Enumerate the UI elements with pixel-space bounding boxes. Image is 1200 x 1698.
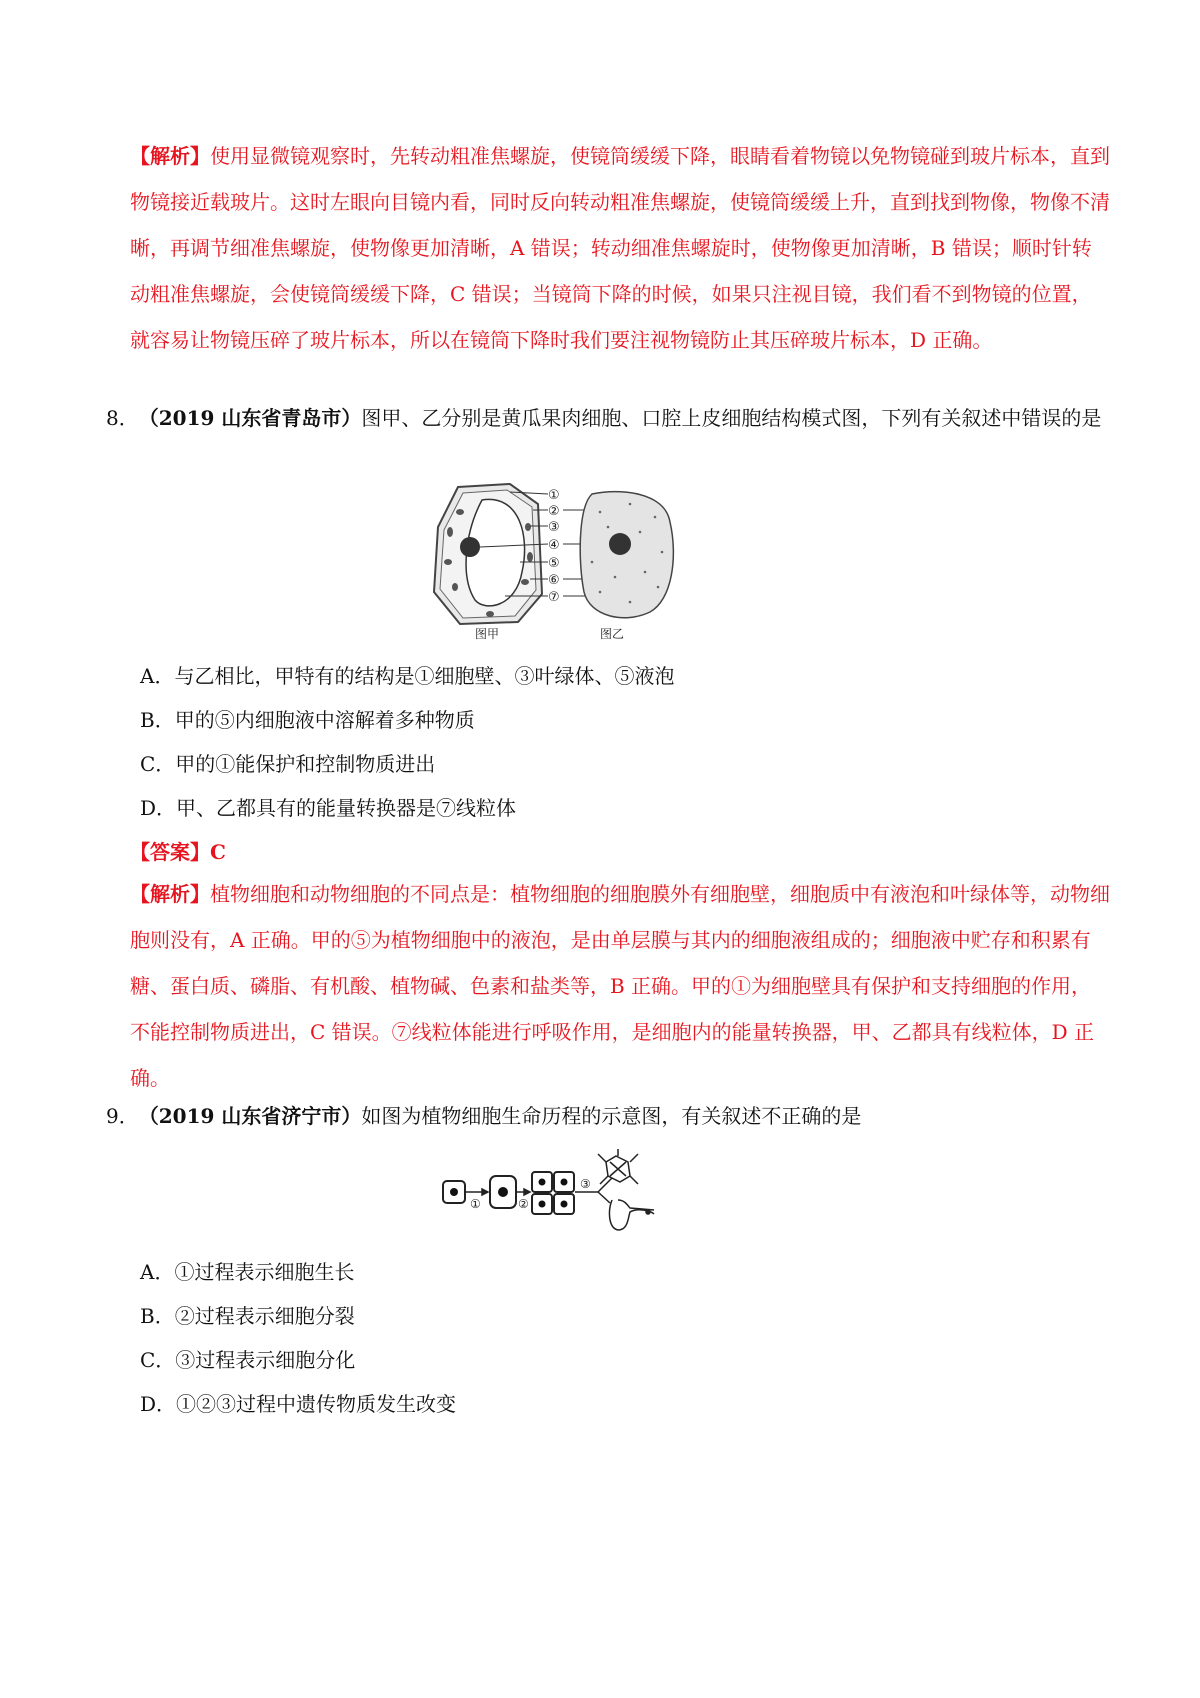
answer: 【答案】C: [130, 840, 226, 864]
label-4: ④: [548, 538, 560, 553]
label-5: ⑤: [548, 556, 560, 571]
option-d: D．甲、乙都具有的能量转换器是⑦线粒体: [140, 796, 517, 820]
q7-analysis: [130, 133, 1110, 363]
analysis-tag: 【解析】: [130, 144, 210, 168]
q9-option-a: A．①过程表示细胞生长: [140, 1260, 355, 1284]
question-number: 8．: [106, 406, 139, 430]
question-stem: 图甲、乙分别是黄瓜果肉细胞、口腔上皮细胞结构模式图，下列有关叙述中错误的是: [361, 406, 1102, 430]
label-1: ①: [548, 488, 560, 503]
question-number: 9．: [106, 1104, 139, 1128]
label-7: ⑦: [548, 590, 560, 605]
q9-option-b: B．②过程表示细胞分裂: [140, 1304, 355, 1328]
question-8: [106, 395, 1110, 441]
option-b: B．甲的⑤内细胞液中溶解着多种物质: [140, 708, 475, 732]
question-stem: 如图为植物细胞生命历程的示意图，有关叙述不正确的是: [361, 1104, 862, 1128]
caption-right: 图乙: [600, 627, 625, 641]
question-9: [106, 1093, 1110, 1139]
step-2: ②: [518, 1197, 529, 1211]
cell-lifecycle-figure: [440, 1148, 680, 1238]
q9-option-d: D．①②③过程中遗传物质发生改变: [140, 1392, 457, 1416]
q8-analysis: [130, 871, 1110, 1101]
q9-option-c: C．③过程表示细胞分化: [140, 1348, 356, 1372]
analysis-text: 植物细胞和动物细胞的不同点是：植物细胞的细胞膜外有细胞壁，细胞质中有液泡和叶绿体等，动物细胞则没有，A 正确。甲的⑤为植物细胞中的液泡，是由单层膜与其内的细胞液组成的；细胞液中贮存和积累有糖、蛋白质、磷脂、有机酸、植物碱、色素和盐类等，B 正确。甲的①为细胞壁具有保护和支持细胞的作用，不能控制物质进出，C 错误。⑦线粒体能进行呼吸作用，是细胞内的能量转换器，甲、乙都具有线粒体，D 正确。: [130, 882, 1110, 1090]
analysis-text: 使用显微镜观察时，先转动粗准焦螺旋，使镜筒缓缓下降，眼睛看着物镜以免物镜碰到玻片标本，直到物镜接近载玻片。这时左眼向目镜内看，同时反向转动粗准焦螺旋，使镜筒缓缓上升，直到找到物像，物像不清晰，再调节细准焦螺旋，使物像更加清晰，A 错误；转动细准焦螺旋时，使物像更加清晰，B 错误；顺时针转动粗准焦螺旋，会使镜筒缓缓下降，C 错误；当镜筒下降的时候，如果只注视目镜，我们看不到物镜的位置，就容易让物镜压碎了玻片标本，所以在镜筒下降时我们要注视物镜防止其压碎玻片标本，D 正确。: [130, 144, 1110, 352]
step-1: ①: [470, 1197, 481, 1211]
question-source: （2019 山东省青岛市）: [138, 406, 362, 430]
step-3: ③: [580, 1177, 591, 1191]
differentiated-cells: [598, 1149, 654, 1230]
analysis-tag: 【解析】: [130, 882, 210, 906]
label-2: ②: [548, 504, 560, 519]
animal-cell: [580, 492, 673, 618]
cell-structure-figure: [430, 482, 680, 642]
caption-left: 图甲: [475, 627, 500, 641]
option-c: C．甲的①能保护和控制物质进出: [140, 752, 436, 776]
animal-nucleus: [609, 533, 631, 555]
option-a: A．与乙相比，甲特有的结构是①细胞壁、③叶绿体、⑤液泡: [140, 664, 675, 688]
label-3: ③: [548, 520, 560, 535]
plant-nucleus: [460, 537, 480, 557]
label-6: ⑥: [548, 573, 560, 588]
question-source: （2019 山东省济宁市）: [138, 1104, 362, 1128]
